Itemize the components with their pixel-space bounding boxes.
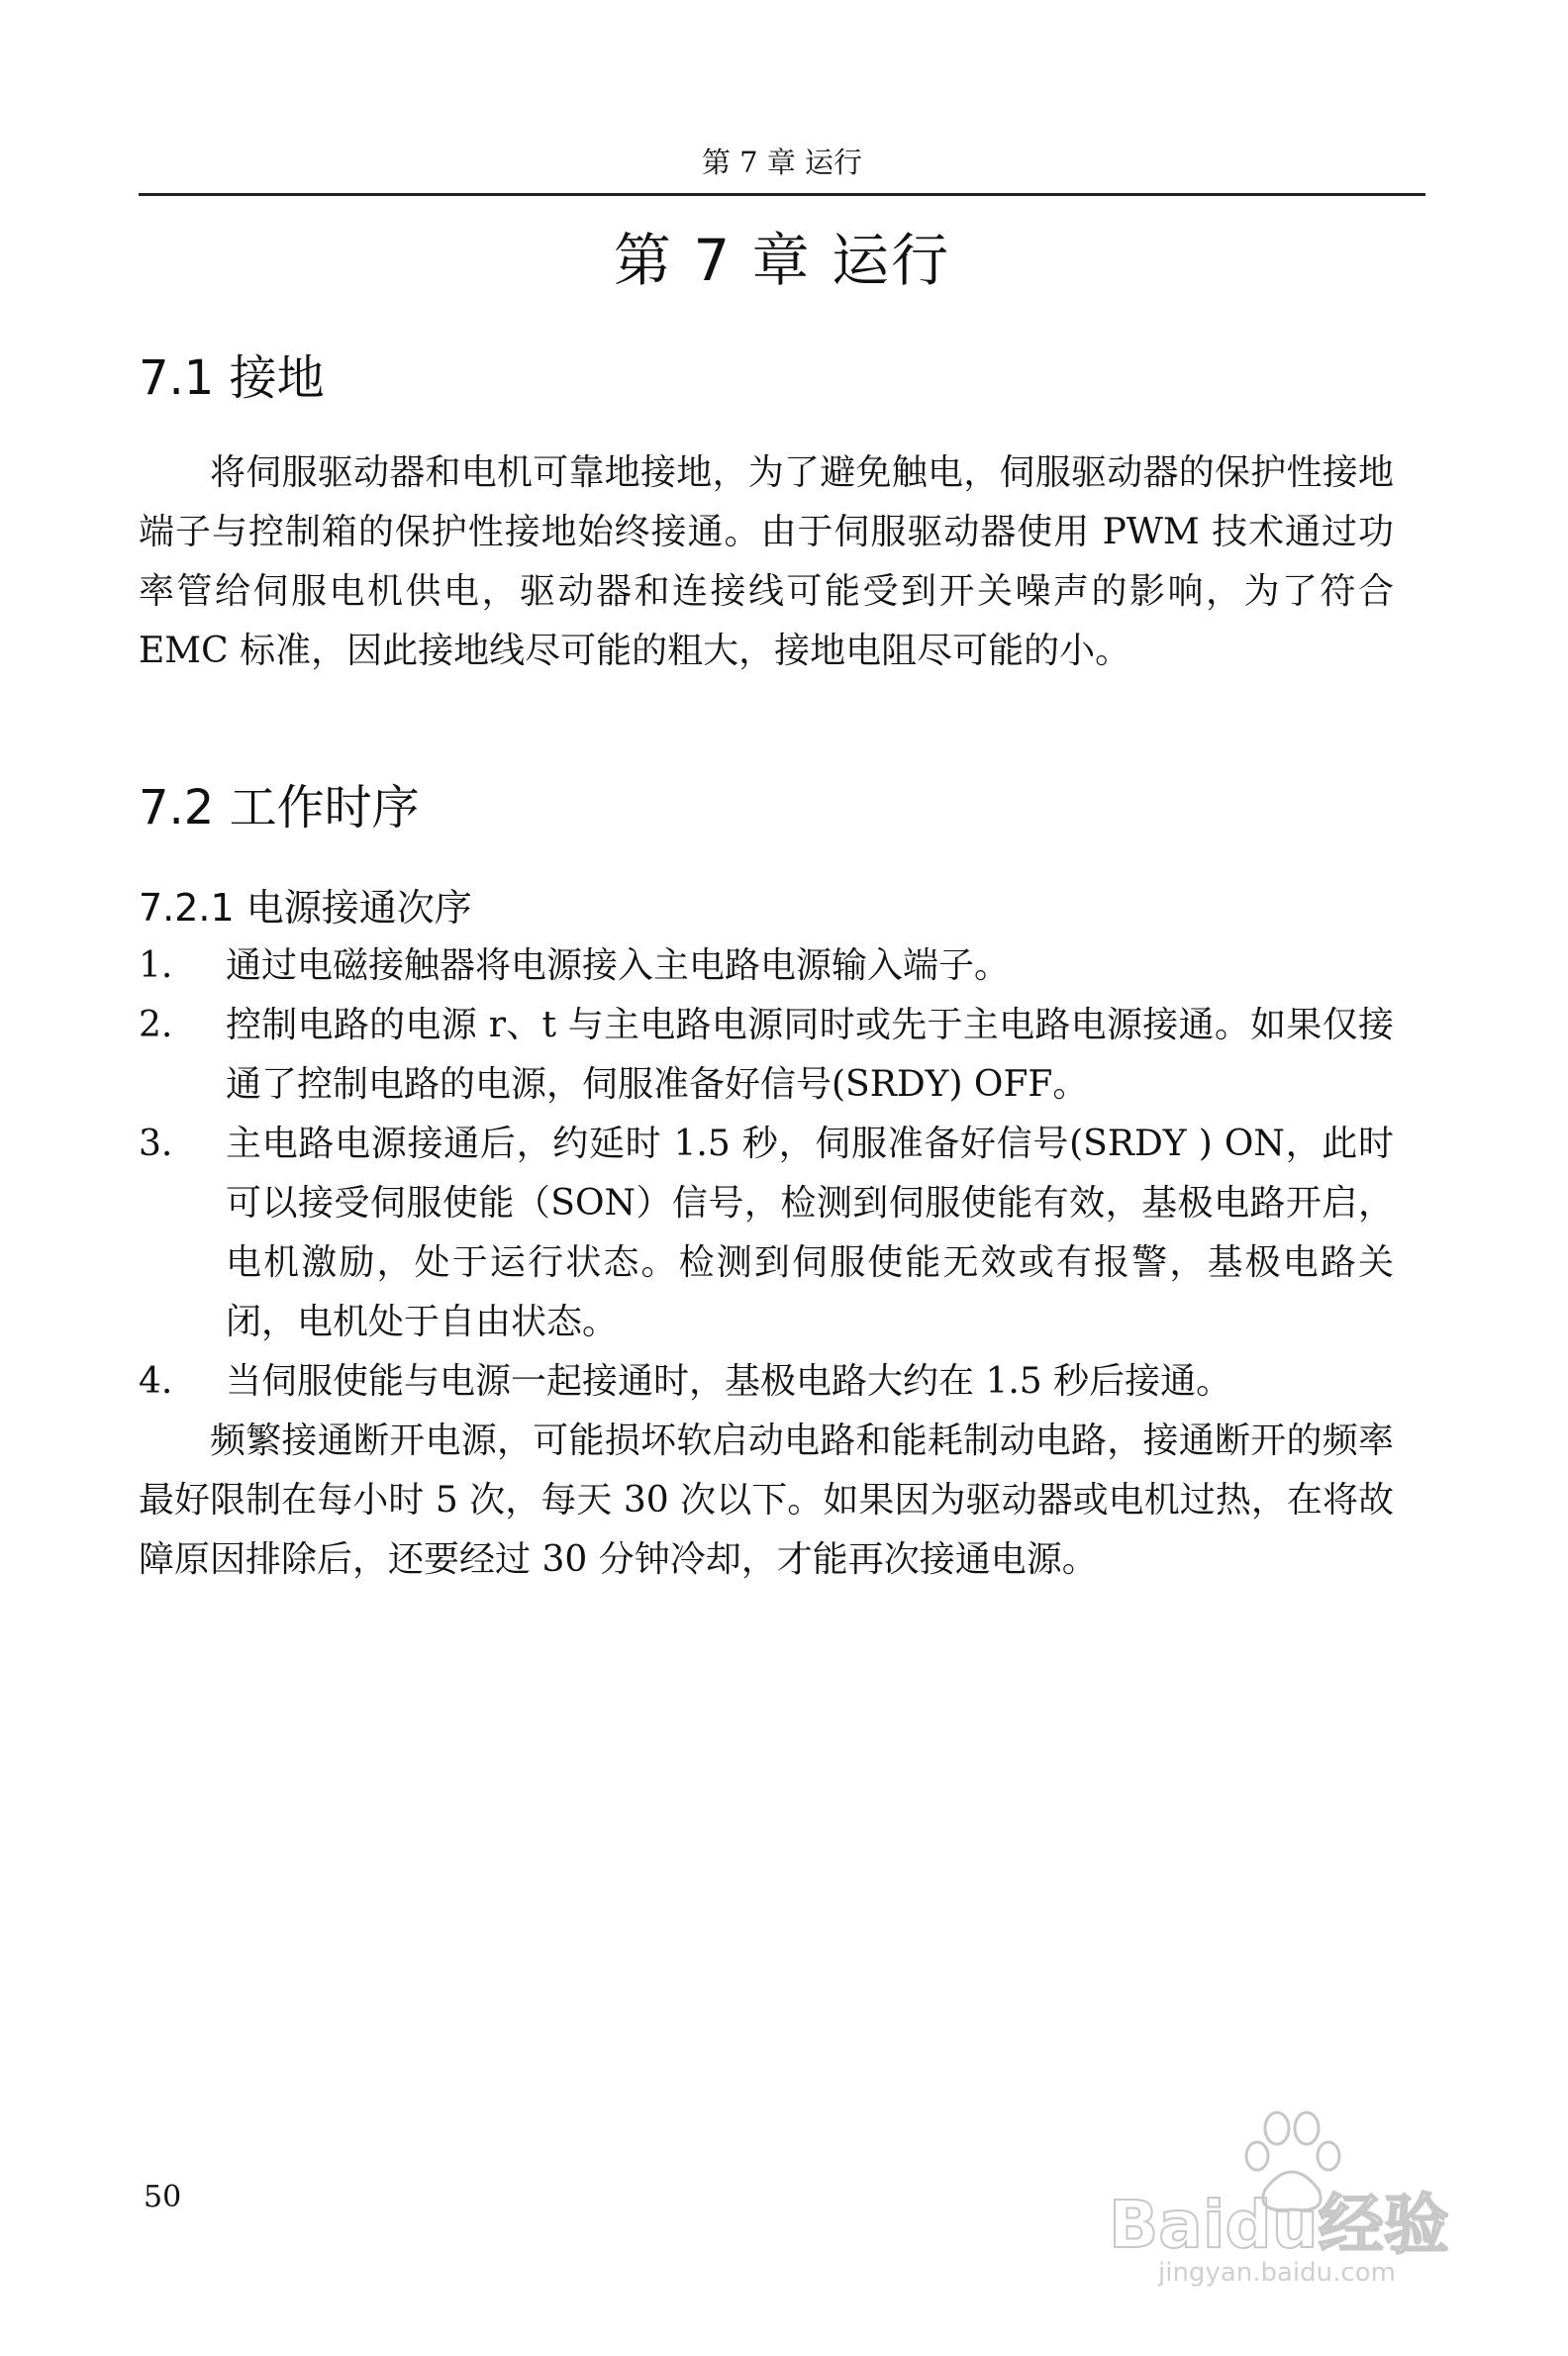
section-7-2-1-heading: 7.2.1 电源接通次序 (139, 886, 472, 930)
watermark-brand-text: Baidu经验 (1109, 2187, 1449, 2263)
paw-logo-icon (1089, 2099, 1465, 2287)
watermark-url-text: jingyan.baidu.com (1158, 2258, 1396, 2287)
list-item-number: 1. (139, 945, 173, 986)
list-item-number: 3. (139, 1124, 173, 1164)
list-item-text: 通过电磁接触器将电源接入主电路电源输入端子。 (226, 945, 1011, 986)
list-item (139, 936, 1394, 996)
list-item (139, 1352, 1394, 1412)
list-item-text: 控制电路的电源 r、t 与主电路电源同时或先于主电路电源接通。如果仅接通了控制电路的电源，伺服准备好信号(SRDY) OFF。 (226, 1005, 1394, 1105)
list-item-text: 当伺服使能与电源一起接通时，基极电路大约在 1.5 秒后接通。 (226, 1361, 1232, 1402)
header-rule (139, 193, 1425, 196)
list-item-number: 4. (139, 1361, 173, 1402)
running-header: 第 7 章 运行 (701, 146, 863, 179)
page-number: 50 (144, 2180, 182, 2214)
list-item-number: 2. (139, 1005, 173, 1045)
section-7-1-heading: 7.1 接地 (139, 350, 325, 406)
baidu-jingyan-watermark (1089, 2099, 1465, 2287)
section-7-2-1-paragraph: 频繁接通断开电源，可能损坏软启动电路和能耗制动电路，接通断开的频率最好限制在每小时 5 次，每天 30 次以下。如果因为驱动器或电机过热，在将故障原因排除后，还要经过 30 分钟冷却，才能再次接通电源。 (139, 1421, 1394, 1580)
list-item-text: 主电路电源接通后，约延时 1.5 秒，伺服准备好信号(SRDY ) ON，此时可以接受伺服使能（SON）信号，检测到伺服使能有效，基极电路开启，电机激励，处于运行状态。检测到伺服使能无效或有报警，基极电路关闭，电机处于自由状态。 (226, 1124, 1394, 1342)
chapter-title: 第 7 章 运行 (613, 227, 951, 294)
list-item (139, 996, 1394, 1115)
section-7-2-heading: 7.2 工作时序 (139, 780, 420, 835)
list-item (139, 1115, 1394, 1352)
power-on-sequence-list (139, 936, 1394, 1412)
section-7-1-paragraph: 将伺服驱动器和电机可靠地接地，为了避免触电，伺服驱动器的保护性接地端子与控制箱的保护性接地始终接通。由于伺服驱动器使用 PWM 技术通过功率管给伺服电机供电，驱动器和连接线可能受到开关噪声的影响，为了符合 EMC 标准，因此接地线尽可能的粗大，接地电阻尽可能的小。 (139, 452, 1394, 671)
